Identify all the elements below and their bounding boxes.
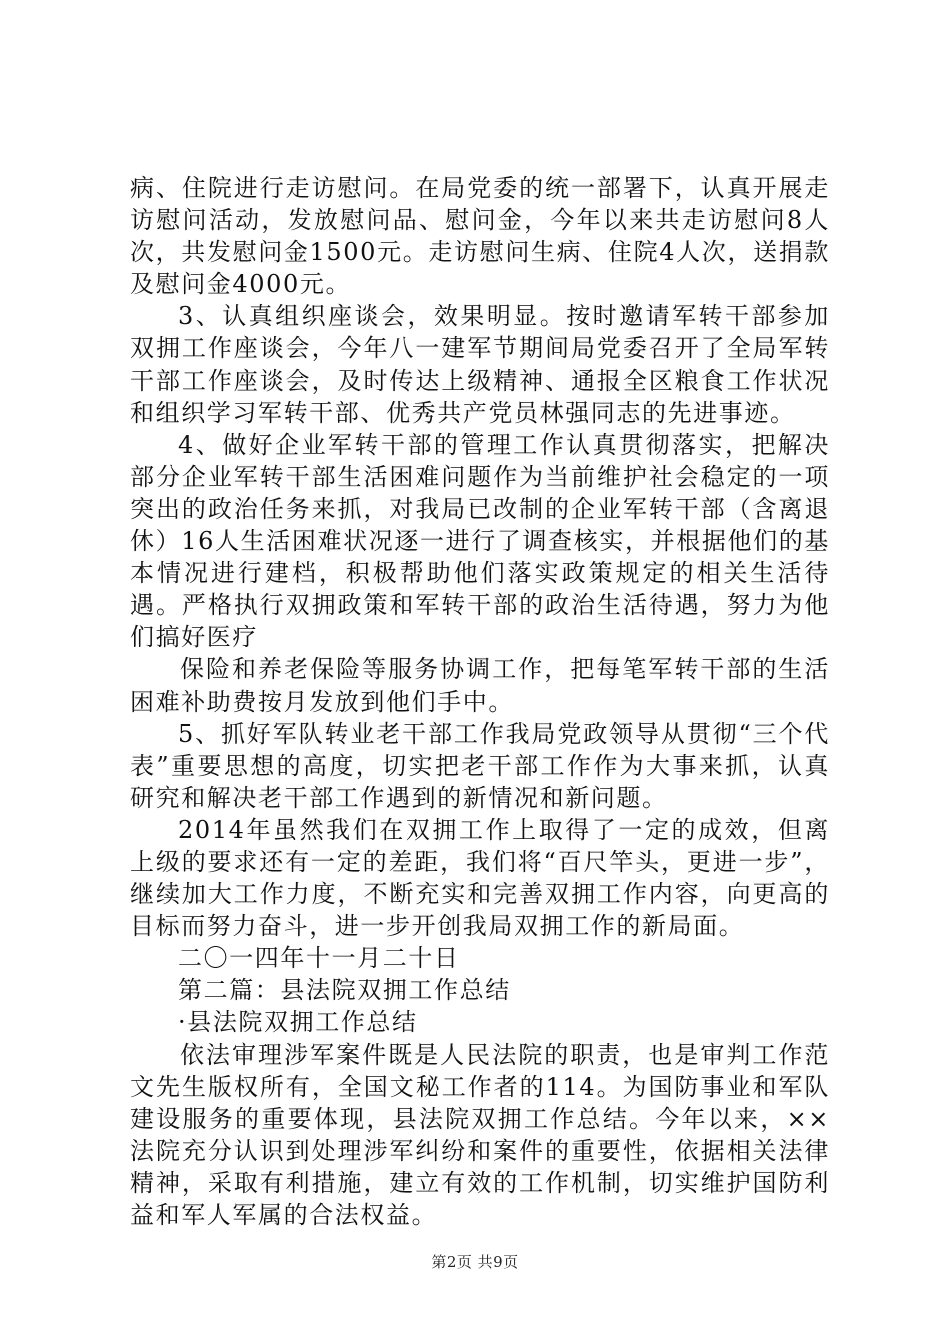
paragraph-visit-continuation: 病、住院进行走访慰问。在局党委的统一部署下，认真开展走访慰问活动，发放慰问品、慰问金，今年以来共走访慰问8人次，共发慰问金1500元。走访慰问生病、住院4人次，送捐款及慰问金4000元。: [130, 174, 830, 299]
paragraph-insurance: 保险和养老保险等服务协调工作，把每笔军转干部的生活困难补助费按月发放到他们手中。: [130, 655, 830, 716]
paragraph-item-5-veterans: 5、抓好军队转业老干部工作我局党政领导从贯彻“三个代表”重要思想的高度，切实把老干部工作作为大事来抓，认真研究和解决老干部工作遇到的新情况和新问题。: [130, 719, 830, 812]
paragraph-item-4-management: 4、做好企业军转干部的管理工作认真贯彻落实，把解决部分企业军转干部生活困难问题作为当前维护社会稳定的一项突出的政治任务来抓，对我局已改制的企业军转干部（含离退休）16人生活困难状况逐一进行了调查核实，并根据他们的基本情况进行建档，积极帮助他们落实政策规定的相关生活待遇。严格执行双拥政策和军转干部的政治生活待遇，努力为他们搞好医疗: [130, 430, 830, 652]
section-heading-second-part: 第二篇：县法院双拥工作总结: [178, 976, 511, 1005]
date-line: 二〇一四年十一月二十日: [178, 944, 460, 973]
paragraph-item-3-forum: 3、认真组织座谈会，效果明显。按时邀请军转干部参加双拥工作座谈会，今年八一建军节期间局党委召开了全局军转干部工作座谈会，及时传达上级精神、通报全区粮食工作状况和组织学习军转干部、优秀共产党员林强同志的先进事迹。: [130, 302, 830, 427]
paragraph-conclusion-2014: 2014年虽然我们在双拥工作上取得了一定的成效，但离上级的要求还有一定的差距，我们将“百尺竿头，更进一步”，继续加大工作力度，不断充实和完善双拥工作内容，向更高的目标而努力奋斗，进一步开创我局双拥工作的新局面。: [130, 815, 830, 941]
subheading-court-summary: ·县法院双拥工作总结: [178, 1008, 418, 1037]
page-number-footer: 第2页 共9页: [431, 1253, 519, 1271]
document-body: [130, 172, 830, 1231]
paragraph-court-intro: 依法审理涉军案件既是人民法院的职责，也是审判工作范文先生版权所有，全国文秘工作者的114。为国防事业和军队建设服务的重要体现，县法院双拥工作总结。今年以来，××法院充分认识到处理涉军纠纷和案件的重要性，依据相关法律精神，采取有利措施，建立有效的工作机制，切实维护国防利益和军人军属的合法权益。: [130, 1040, 830, 1229]
